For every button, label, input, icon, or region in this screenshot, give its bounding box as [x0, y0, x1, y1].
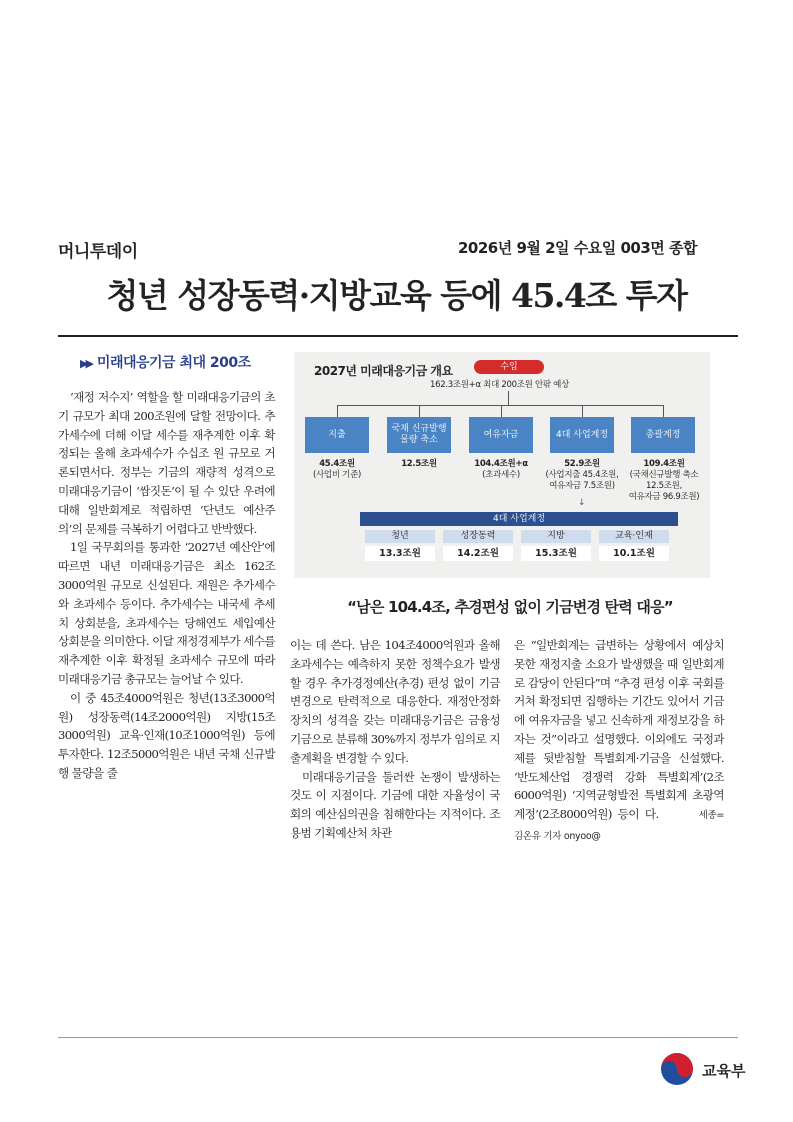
connector-line	[337, 405, 338, 417]
amount-education: 10.1조원	[599, 546, 669, 561]
box-value-four-accounts: 52.9조원 (사업지출 45.4조원, 여유자금 7.5조원)	[545, 459, 619, 491]
article-paragraph: ‘재정 저수지’ 역할을 할 미래대응기금의 초기 규모가 최대 200조원에 달할 전망이다. 추가세수에 더해 이달 세수를 재추계한 이후 확정되는 올해 초과세수가 수십조 원 규모로 거론되면서다. 정부는 기금의 재량적 성격으로 미래대응기금이 ‘쌈짓돈’이 될 수 있단 우려에 대해 일반회계로 적립하면 ‘단년도 예산주의’의 문제를 극복하기 어렵다고 반박했다.	[58, 390, 275, 536]
project-account-bar: 4대 사업계정	[360, 512, 678, 526]
inflow-badge: 수입	[474, 360, 544, 374]
inflow-note: 162.3조원+α 최대 200조원 안팎 예상	[430, 380, 570, 390]
box-four-accounts: 4대 사업계정	[550, 417, 614, 453]
issue-date: 2026년 9월 2일 수요일 003면 종합	[458, 239, 697, 257]
box-value-surplus: 104.4조원+α (초과세수)	[474, 459, 528, 480]
pull-quote: “남은 104.4조, 추경편성 없이 기금변경 탄력 대응”	[347, 598, 673, 616]
box-expenditure: 지출	[305, 417, 369, 453]
headline: 청년 성장동력·지방교육 등에 45.4조 투자	[106, 276, 687, 315]
category-region: 지방	[521, 530, 591, 543]
connector-line	[419, 405, 420, 417]
box-general-account: 총괄계정	[631, 417, 695, 453]
connector-line	[501, 405, 502, 417]
footer-divider	[58, 1037, 738, 1038]
box-bond-reduction: 국채 신규발행 물량 축소	[387, 417, 451, 453]
amount-growth: 14.2조원	[443, 546, 513, 561]
connector-line	[337, 405, 663, 406]
amount-youth: 13.3조원	[365, 546, 435, 561]
box-value-expenditure: 45.4조원 (사업비 기준)	[313, 459, 361, 480]
graphic-title: 2027년 미래대응기금 개요	[314, 364, 453, 378]
category-education: 교육·인재	[599, 530, 669, 543]
article-paragraph: 1일 국무회의를 통과한 ‘2027년 예산안’에 따르면 내년 미래대응기금은 최소 162조3000억원 규모로 신설된다. 재원은 추가세수와 초과세수 등이다. 추가세수는 내국세 추세치 상회분을, 초과세수는 당해연도 세입예산 상회분을 의미한다. 이달 재정경제부가 세수를 재추계한 이후 확정될 초과세수 규모에 따라 미래대응기금 총규모는 늘어날 수 있다.	[58, 540, 275, 686]
amount-region: 15.3조원	[521, 546, 591, 561]
article-paragraph: 미래대응기금을 둘러싼 논쟁이 발생하는 것도 이 지점이다. 기금에 대한 자율성이 국회의 예산심의권을 침해한다는 지적이다. 조용범 기획예산처 차관	[290, 769, 500, 840]
box-value-bond: 12.5조원	[401, 459, 437, 469]
article-paragraph: 은 “일반회계는 급변하는 상황에서 예상치 못한 재정지출 소요가 발생했을 때 일반회계로 감당이 안된다”며 “추경 편성 이후 국회를 거쳐 확정되면 집행하는 기간도 있어서 기금에 여유자금을 넣고 신속하게 재정보강을 하자는 것”이라고 설명했다. 이외에도 국정과제를 뒷받침할 특별회계·기금을 신설했다. ‘반도체산업 경쟁력 강화 특별회계’(2조6000억원) ‘지역균형발전 특별회계 초광역계정’(2조8000억원) 등이 다. 세종=김온유 기자 onyoo@	[514, 638, 724, 842]
headline-divider	[58, 335, 738, 337]
article-column-2	[290, 636, 500, 843]
box-surplus-funds: 여유자금	[469, 417, 533, 453]
newspaper-name: 머니투데이	[58, 242, 138, 262]
article-paragraph: 이 중 45조4000억원은 청년(13조3000억원) 성장동력(14조2000억원) 지방(15조3000억원) 교육·인재(10조1000억원) 등에 투자한다. 12조5000억원은 내년 국채 신규발행 물량을 줄	[58, 690, 275, 780]
connector-line	[663, 405, 664, 417]
connector-line	[582, 405, 583, 417]
category-youth: 청년	[365, 530, 435, 543]
box-value-general: 109.4조원 (국채신규발행 축소 12.5조원, 여유자금 96.9조원)	[628, 459, 700, 502]
down-arrow-icon: ↓	[578, 498, 586, 508]
ministry-name: 교육부	[702, 1062, 746, 1080]
article-column-3	[514, 636, 724, 847]
article-paragraph: 이는 데 쓴다. 남은 104조4000억원과 올해 초과세수는 예측하지 못한 정책수요가 발생할 경우 추가경정예산(추경) 편성 없이 기금변경으로 탄력적으로 대응한다. 재정안정화 장치의 성격을 갖는 미래대응기금은 금융성 기금으로 분류해 30%까지 정부가 임의로 지출계획을 변경할 수 있다.	[290, 638, 500, 765]
connector-line	[508, 391, 509, 405]
category-growth: 성장동력	[443, 530, 513, 543]
subheading	[80, 352, 251, 372]
taegeuk-logo-icon	[660, 1052, 694, 1086]
subheading-text: 미래대응기금 최대 200조	[96, 355, 251, 371]
double-triangle-icon: ▶▶	[80, 357, 91, 370]
article-column-1	[58, 388, 275, 783]
byline: 세종=김온유 기자 onyoo@	[514, 810, 724, 842]
